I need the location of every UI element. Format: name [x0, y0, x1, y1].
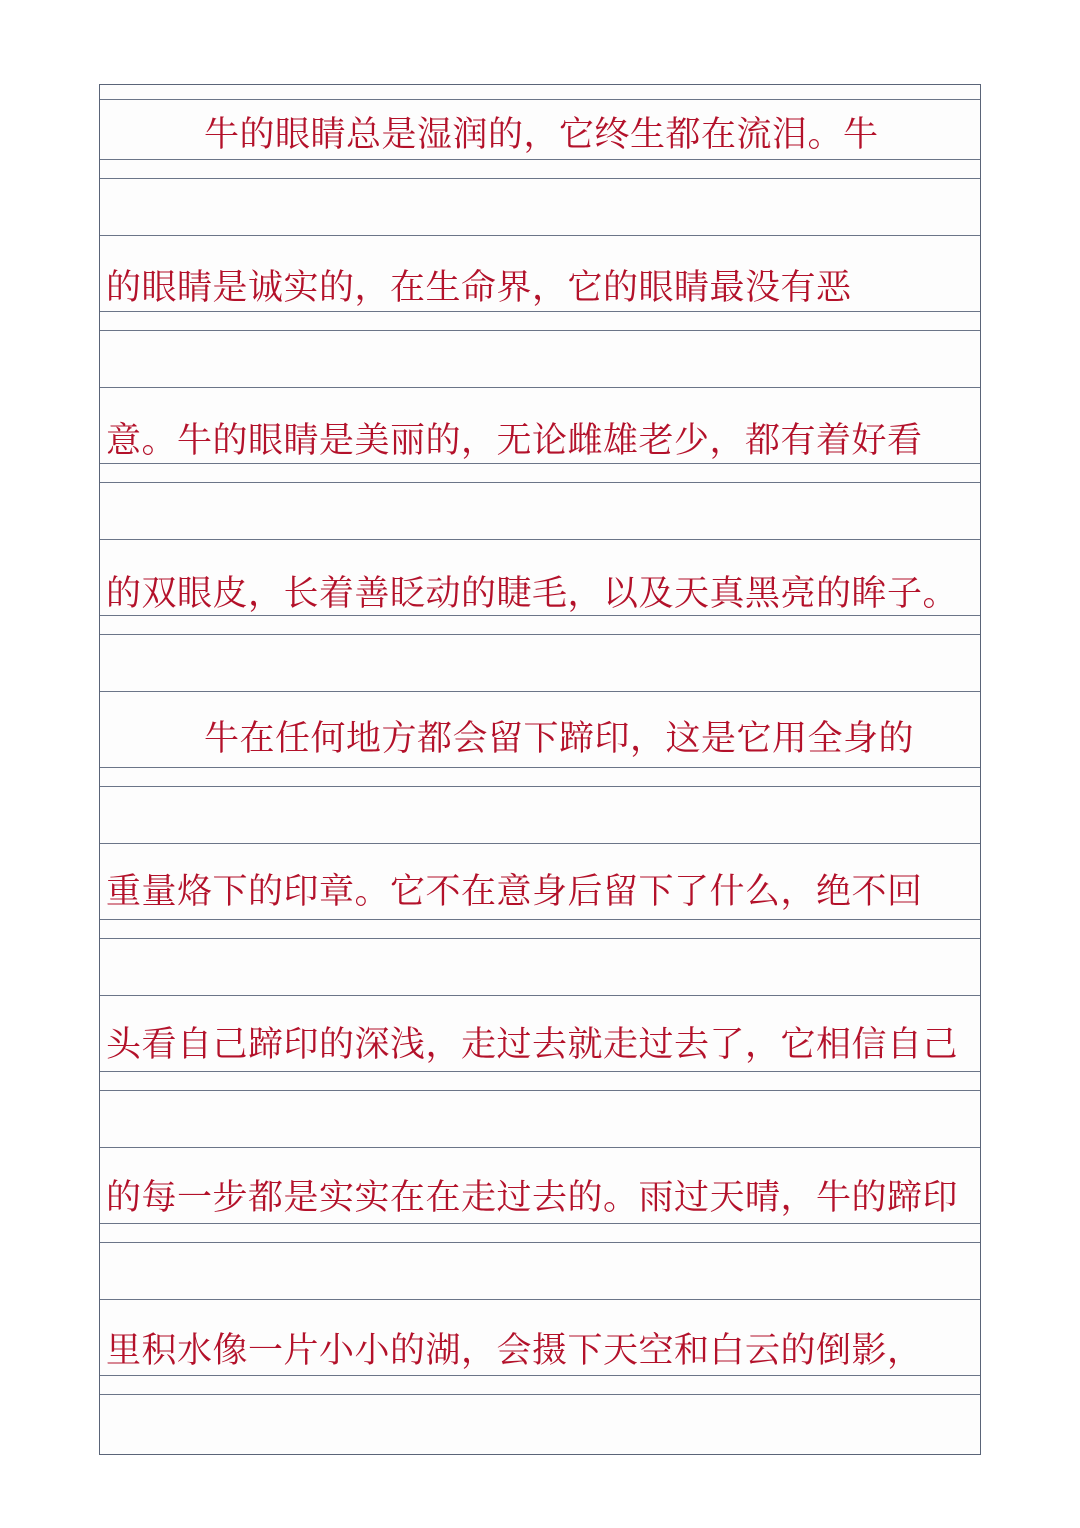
ruling-line	[100, 99, 980, 100]
lined-paper	[99, 84, 981, 1455]
ruling-line	[100, 482, 980, 483]
text-line-5: 牛在任何地方都会留下蹄印，这是它用全身的	[204, 719, 915, 759]
text-line-2: 的眼睛是诚实的，在生命界，它的眼睛最没有恶	[106, 268, 852, 308]
ruling-line	[100, 1299, 980, 1300]
ruling-line	[100, 634, 980, 635]
ruling-line	[100, 843, 980, 844]
ruling-line	[100, 691, 980, 692]
ruling-line	[100, 1242, 980, 1243]
ruling-line	[100, 178, 980, 179]
ruling-line	[100, 995, 980, 996]
text-line-4: 的双眼皮，长着善眨动的睫毛，以及天真黑亮的眸子。	[106, 574, 959, 614]
ruling-line	[100, 1223, 980, 1224]
ruling-line	[100, 919, 980, 920]
text-line-1: 牛的眼睛总是湿润的，它终生都在流泪。牛	[204, 115, 879, 155]
ruling-line	[100, 235, 980, 236]
ruling-line	[100, 938, 980, 939]
ruling-line	[100, 615, 980, 616]
ruling-line	[100, 1375, 980, 1376]
ruling-line	[100, 159, 980, 160]
ruling-line	[100, 1071, 980, 1072]
ruling-line	[100, 539, 980, 540]
text-line-9: 里积水像一片小小的湖，会摄下天空和白云的倒影，	[106, 1331, 923, 1371]
text-line-7: 头看自己蹄印的深浅，走过去就走过去了，它相信自己	[106, 1025, 959, 1065]
ruling-line	[100, 330, 980, 331]
ruling-line	[100, 1394, 980, 1395]
ruling-line	[100, 463, 980, 464]
text-line-3: 意。牛的眼睛是美丽的，无论雌雄老少，都有着好看	[106, 421, 923, 461]
text-line-8: 的每一步都是实实在在走过去的。雨过天晴，牛的蹄印	[106, 1178, 959, 1218]
ruling-line	[100, 387, 980, 388]
ruling-line	[100, 1090, 980, 1091]
ruling-line	[100, 786, 980, 787]
ruling-line	[100, 1147, 980, 1148]
ruling-line	[100, 767, 980, 768]
text-line-6: 重量烙下的印章。它不在意身后留下了什么，绝不回	[106, 872, 923, 912]
ruling-line	[100, 311, 980, 312]
